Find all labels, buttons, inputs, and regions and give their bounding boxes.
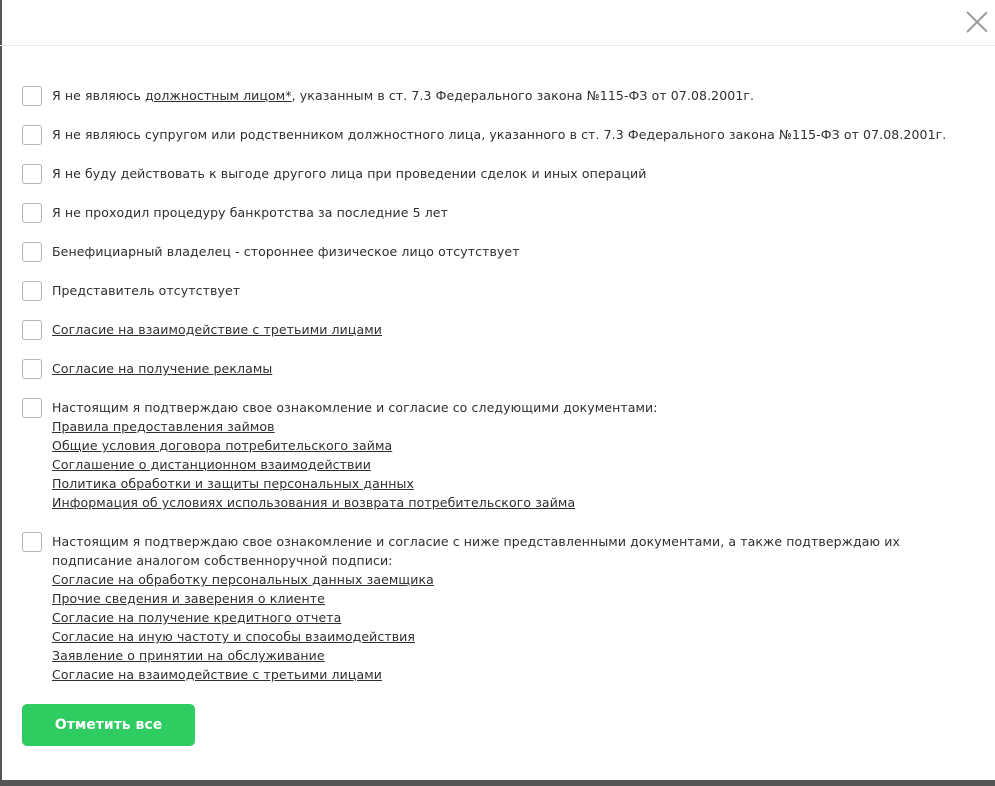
checkbox[interactable] — [22, 320, 42, 340]
checkbox-row-third-parties[interactable] — [22, 320, 382, 340]
document-link[interactable]: Согласие на взаимодействие с третьими лицами — [52, 667, 382, 682]
close-icon[interactable] — [965, 10, 989, 34]
document-link[interactable]: Заявление о принятии на обслуживание — [52, 648, 325, 663]
checkbox-row-advertising[interactable] — [22, 359, 272, 379]
select-all-button[interactable]: Отметить все — [22, 704, 195, 746]
document-link[interactable]: Информация об условиях использования и возврата потребительского займа — [52, 495, 576, 510]
document-link[interactable]: Общие условия договора потребительского займа — [52, 438, 393, 453]
document-link[interactable]: Правила предоставления займов — [52, 419, 275, 434]
third-parties-link[interactable]: Согласие на взаимодействие с третьими лицами — [52, 322, 382, 337]
checkbox-label: Представитель отсутствует — [52, 283, 241, 298]
document-link[interactable]: Прочие сведения и заверения о клиенте — [52, 591, 325, 606]
checkbox-row-benefit[interactable] — [22, 164, 647, 184]
checkbox[interactable] — [22, 86, 42, 106]
checkbox-label — [52, 359, 272, 378]
checkbox-row-representative[interactable] — [22, 281, 240, 301]
checkbox-label — [52, 320, 382, 339]
checkbox[interactable] — [22, 125, 42, 145]
checkbox[interactable] — [22, 398, 42, 418]
modal-edge — [0, 0, 2, 786]
checkbox-row-official[interactable] — [22, 86, 754, 106]
checkbox[interactable] — [22, 281, 42, 301]
checkbox-label: Я не буду действовать к выгоде другого лица при проведении сделок и иных операций — [52, 166, 647, 181]
advertising-link[interactable]: Согласие на получение рекламы — [52, 361, 273, 376]
label-text: Я не являюсь — [52, 88, 145, 103]
checkbox-label — [52, 398, 658, 512]
document-link[interactable]: Согласие на обработку персональных данных заемщика — [52, 572, 434, 587]
checkbox-row-signature[interactable] — [22, 532, 932, 684]
checkbox-label — [52, 532, 932, 684]
document-link[interactable]: Согласие на иную частоту и способы взаимодействия — [52, 629, 416, 644]
document-link[interactable]: Согласие на получение кредитного отчета — [52, 610, 342, 625]
official-person-link[interactable]: должностным лицом* — [144, 88, 292, 103]
document-link[interactable]: Политика обработки и защиты персональных данных — [52, 476, 414, 491]
checkbox-label: Бенефициарный владелец - стороннее физическое лицо отсутствует — [52, 244, 520, 259]
label-text: , указанным в ст. 7.3 Федерального закона №115-ФЗ от 07.08.2001г. — [291, 88, 755, 103]
checkbox[interactable] — [22, 203, 42, 223]
checkbox-label: Я не проходил процедуру банкротства за последние 5 лет — [52, 205, 448, 220]
checkbox-label — [52, 86, 754, 105]
documents-intro: Настоящим я подтверждаю свое ознакомление и согласие со следующими документами: — [52, 400, 658, 415]
checkbox-label: Я не являюсь супругом или родственником должностного лица, указанного в ст. 7.3 Федерального закона №115-ФЗ от 07.08.2001г. — [52, 127, 947, 142]
checkbox[interactable] — [22, 359, 42, 379]
document-link[interactable]: Соглашение о дистанционном взаимодействии — [52, 457, 371, 472]
signature-intro: Настоящим я подтверждаю свое ознакомление и согласие с ниже представленными документами, а также подтверждаю их подписание аналогом собственноручной подписи: — [52, 534, 900, 568]
checkbox-row-bankruptcy[interactable] — [22, 203, 448, 223]
checkbox-row-documents[interactable] — [22, 398, 658, 512]
checkbox[interactable] — [22, 164, 42, 184]
checkbox[interactable] — [22, 532, 42, 552]
checkbox-row-relative[interactable] — [22, 125, 946, 145]
modal-header — [0, 0, 995, 46]
checkbox-row-beneficiary[interactable] — [22, 242, 520, 262]
checkbox[interactable] — [22, 242, 42, 262]
